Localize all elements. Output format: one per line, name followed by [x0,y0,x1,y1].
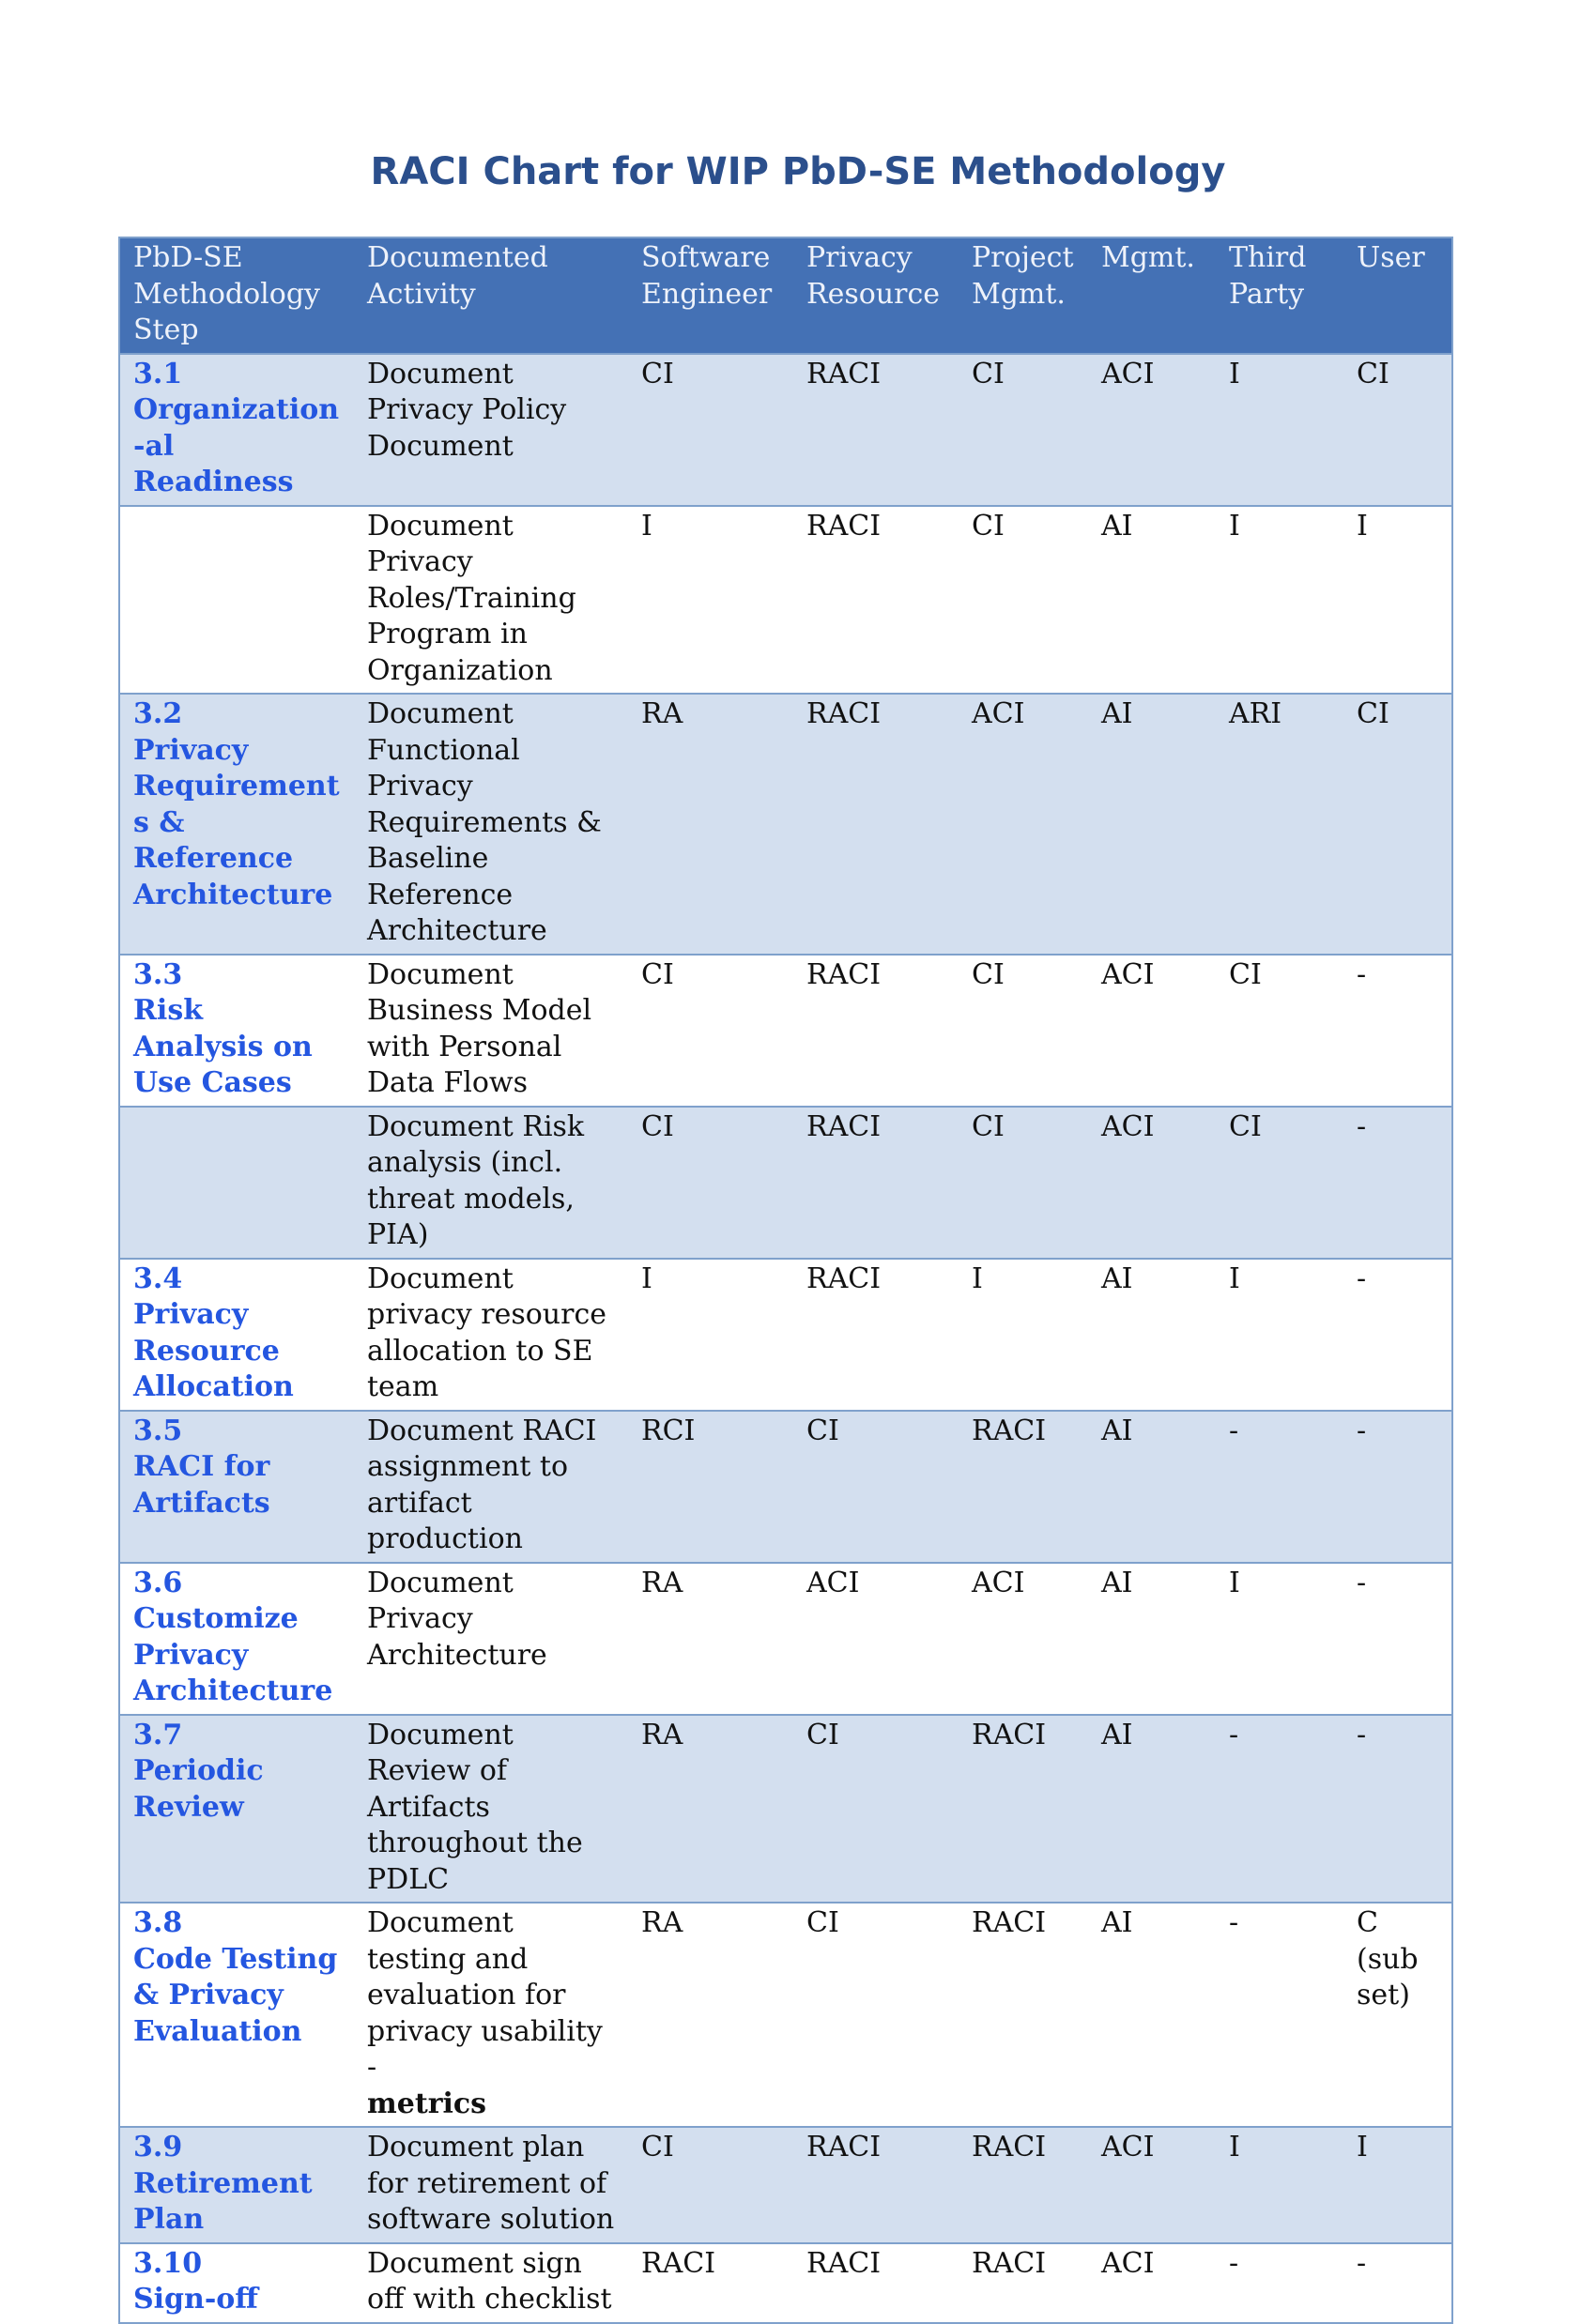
step-cell [119,1107,354,1259]
activity-cell: Document plan for retirement of software solution [367,2131,615,2236]
software-engineer-cell: CI [641,357,674,390]
third-party-cell: - [1229,1906,1239,1939]
third-party-cell: I [1229,509,1240,543]
header-third-party: Third Party [1229,241,1307,311]
step-number: 3.1 [133,357,183,390]
table-row [119,1259,1452,1411]
step-cell [119,506,354,695]
step-cell [119,354,354,506]
software-engineer-cell: RA [641,1906,683,1939]
privacy-resource-cell: CI [806,1906,839,1939]
step-cell [119,1411,354,1563]
privacy-resource-cell: ACI [806,1566,860,1599]
header-user: User [1357,241,1425,274]
activity-cell: Document Business Model with Personal Data Flows [367,957,592,1099]
software-engineer-cell: RA [641,1718,683,1751]
software-engineer-cell: I [641,1261,652,1295]
mgmt-cell: AI [1101,1414,1133,1447]
activity-cell: Document privacy resource allocation to SE team [367,1261,607,1403]
mgmt-cell: AI [1101,509,1133,543]
mgmt-cell: ACI [1101,2246,1155,2280]
header-mgmt: Mgmt. [1101,241,1195,274]
third-party-cell: I [1229,2131,1240,2163]
activity-text: Document testing and evaluation for privacy usability - [367,1906,603,2084]
step-cell [119,1903,354,2127]
user-cell: - [1357,1261,1367,1295]
mgmt-cell: ACI [1101,957,1155,991]
table-row [119,1903,1452,2127]
software-engineer-cell: RACI [641,2246,716,2280]
header-privacy-resource: Privacy Resource [806,241,941,311]
step-number: 3.2 [133,697,183,730]
step-title: Code Testing & Privacy Evaluation [133,1942,338,2048]
activity-cell: Document Privacy Architecture [367,1566,547,1672]
step-title: Retirement Plan [133,2166,313,2236]
software-engineer-cell: CI [641,957,674,991]
software-engineer-cell: RCI [641,1414,696,1447]
step-number: 3.4 [133,1261,183,1295]
project-mgmt-cell: CI [972,357,1005,390]
step-number: 3.7 [133,1718,183,1751]
user-cell: I [1357,2131,1368,2163]
user-cell: - [1357,2246,1367,2280]
privacy-resource-cell: RACI [806,1109,882,1143]
project-mgmt-cell: CI [972,957,1005,991]
activity-cell: Document sign off with checklist [367,2246,612,2316]
header-software-engineer: Software Engineer [641,241,773,311]
step-title: Privacy Resource Allocation [133,1298,294,1403]
privacy-resource-cell: RACI [806,1261,882,1295]
project-mgmt-cell: I [972,1261,983,1295]
user-cell: I [1357,509,1368,543]
user-cell: - [1357,1566,1367,1599]
software-engineer-cell: CI [641,2131,674,2163]
user-cell: - [1357,1718,1367,1751]
table-row [119,694,1452,955]
project-mgmt-cell: RACI [972,2246,1047,2280]
raci-table [118,237,1453,2324]
mgmt-cell: ACI [1101,1109,1155,1143]
third-party-cell: I [1229,1566,1240,1599]
user-cell: - [1357,1109,1367,1143]
third-party-cell: - [1229,2246,1239,2280]
table-row [119,1563,1452,1715]
table-row [119,2243,1452,2323]
step-cell [119,694,354,955]
mgmt-cell: AI [1101,1906,1133,1939]
step-title: RACI for Artifacts [133,1450,270,1520]
privacy-resource-cell: RACI [806,357,882,390]
step-cell [119,2127,354,2243]
mgmt-cell: AI [1101,697,1133,730]
project-mgmt-cell: ACI [972,1566,1025,1599]
privacy-resource-cell: RACI [806,509,882,543]
project-mgmt-cell: ACI [972,697,1025,730]
privacy-resource-cell: CI [806,1414,839,1447]
software-engineer-cell: RA [641,1566,683,1599]
step-cell [119,1563,354,1715]
activity-cell: Document Review of Artifacts throughout the PDLC [367,1718,583,1896]
project-mgmt-cell: RACI [972,2131,1047,2163]
privacy-resource-cell: RACI [806,957,882,991]
activity-cell [354,1903,628,2127]
table-row [119,955,1452,1107]
mgmt-cell: ACI [1101,2131,1155,2163]
step-number: 3.10 [133,2246,203,2280]
mgmt-cell: AI [1101,1718,1133,1751]
privacy-resource-cell: CI [806,1718,839,1751]
step-title: Risk Analysis on Use Cases [133,994,313,1099]
third-party-cell: ARI [1229,697,1282,730]
activity-cell: Document Functional Privacy Requirements & Baseline Reference Architecture [367,697,602,947]
table-row [119,506,1452,695]
step-cell [119,1259,354,1411]
privacy-resource-cell: RACI [806,2246,882,2280]
user-cell: C (sub set) [1357,1906,1419,2011]
step-number: 3.8 [133,1906,183,1939]
step-title: Periodic Review [133,1754,264,1824]
third-party-cell: CI [1229,1109,1262,1143]
table-row [119,1411,1452,1563]
user-cell: - [1357,1414,1367,1447]
step-cell [119,955,354,1107]
step-number: 3.6 [133,1566,183,1599]
header-project-mgmt: Project Mgmt. [972,241,1074,311]
mgmt-cell: AI [1101,1566,1133,1599]
privacy-resource-cell: RACI [806,697,882,730]
activity-cell: Document Privacy Roles/Training Program in Organization [367,509,576,687]
step-cell [119,2243,354,2323]
step-title: Sign-off [133,2283,258,2316]
project-mgmt-cell: CI [972,1109,1005,1143]
activity-cell: Document RACI assignment to artifact production [367,1414,597,1555]
project-mgmt-cell: RACI [972,1718,1047,1751]
page-title: RACI Chart for WIP PbD-SE Methodology [370,150,1226,193]
activity-cell: Document Privacy Policy Document [367,357,567,463]
table-row [119,354,1452,506]
project-mgmt-cell: RACI [972,1414,1047,1447]
header-step: PbD-SE Methodology Step [133,241,320,346]
project-mgmt-cell: RACI [972,1906,1047,1939]
step-title: Privacy Requirements & Reference Architecture [133,733,340,911]
software-engineer-cell: CI [641,1109,674,1143]
activity-cell: Document Risk analysis (incl. threat models, PIA) [367,1109,585,1251]
software-engineer-cell: I [641,509,652,543]
third-party-cell: - [1229,1414,1239,1447]
header-activity: Documented Activity [367,241,548,311]
table-row [119,1715,1452,1904]
activity-bold-text: metrics [367,2087,487,2120]
step-number: 3.3 [133,957,183,991]
mgmt-cell: AI [1101,1261,1133,1295]
user-cell: CI [1357,357,1389,390]
third-party-cell: - [1229,1718,1239,1751]
header-row [119,237,1452,354]
third-party-cell: I [1229,357,1240,390]
mgmt-cell: ACI [1101,357,1155,390]
user-cell: - [1357,957,1367,991]
step-title: Customize Privacy Architecture [133,1602,333,1707]
third-party-cell: CI [1229,957,1262,991]
step-cell [119,1715,354,1904]
user-cell: CI [1357,697,1389,730]
privacy-resource-cell: RACI [806,2131,882,2163]
step-title: Organization-al Readiness [133,393,340,498]
step-number: 3.9 [133,2131,183,2163]
third-party-cell: I [1229,1261,1240,1295]
step-number: 3.5 [133,1414,183,1447]
software-engineer-cell: RA [641,697,683,730]
table-row [119,2127,1452,2243]
project-mgmt-cell: CI [972,509,1005,543]
table-row [119,1107,1452,1259]
